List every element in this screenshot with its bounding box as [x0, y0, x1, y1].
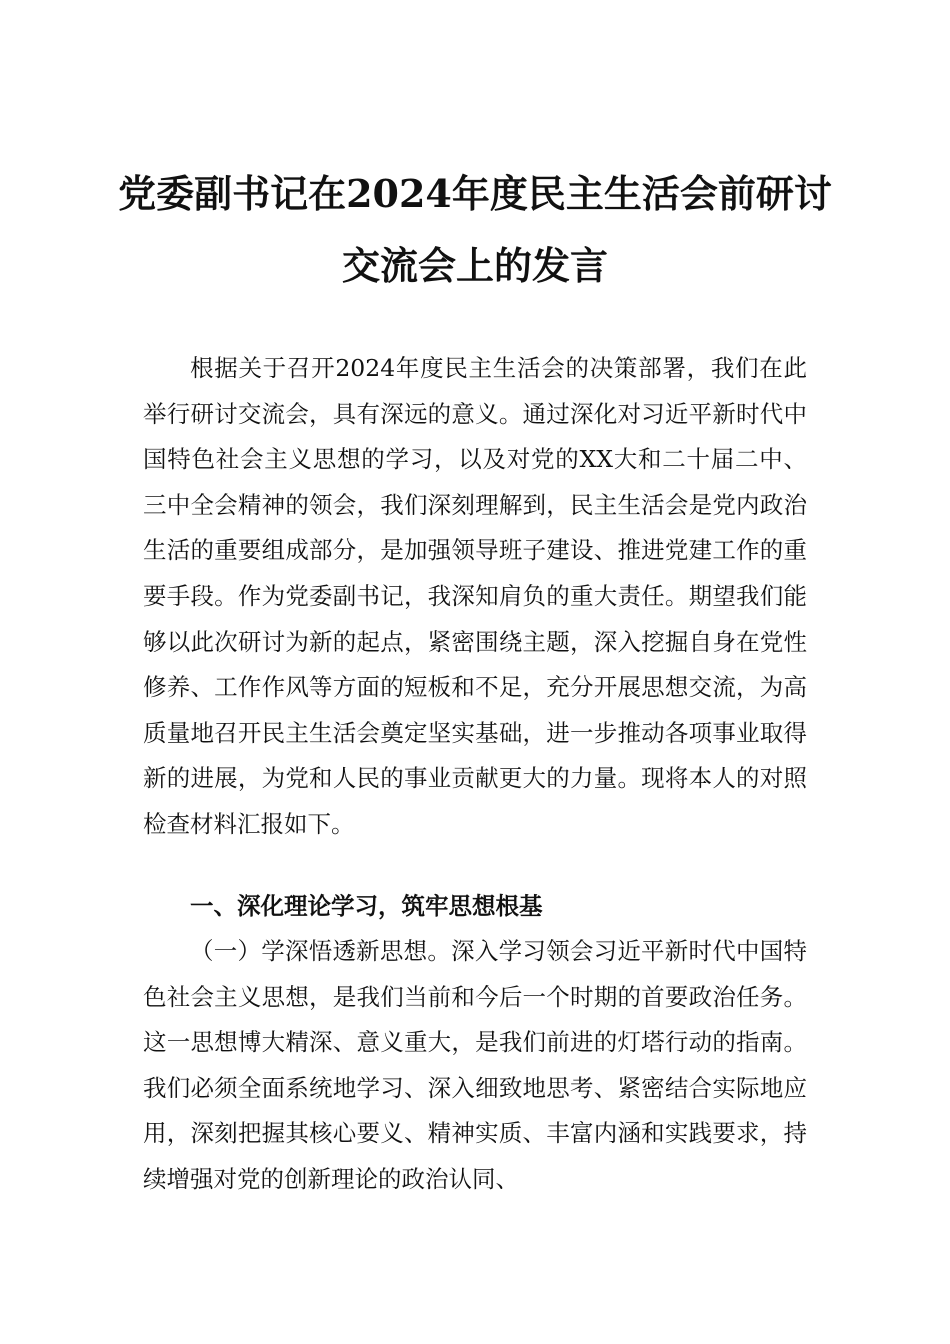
- subsection-1-text: 深入学习领会习近平新时代中国特色社会主义思想，是我们当前和今后一个时期的首要政治任务。这一思想博大精深、意义重大，是我们前进的灯塔行动的指南。我们必须全面系统地学习、深入细致地思考、紧密结合实际地应用，深刻把握其核心要义、精神实质、丰富内涵和实践要求，持续增强对党的创新理论的政治认同、: [143, 937, 808, 1193]
- document-title-line-2: 交流会上的发言: [341, 243, 608, 288]
- subsection-1-title: （一）学深悟透新思想。: [190, 937, 452, 965]
- section-1-heading: 一、深化理论学习，筑牢思想根基: [190, 892, 543, 920]
- intro-paragraph: 根据关于召开2024年度民主生活会的决策部署，我们在此举行研讨交流会，具有深远的意义。通过深化对习近平新时代中国特色社会主义思想的学习，以及对党的XX大和二十届二中、三中全会精神的领会，我们深刻理解到，民主生活会是党内政治生活的重要组成部分，是加强领导班子建设、推进党建工作的重要手段。作为党委副书记，我深知肩负的重大责任。期望我们能够以此次研讨为新的起点，紧密围绕主题，深入挖掘自身在党性修养、工作作风等方面的短板和不足，充分开展思想交流，为高质量地召开民主生活会奠定坚实基础，进一步推动各项事业取得新的进展，为党和人民的事业贡献更大的力量。现将本人的对照检查材料汇报如下。: [143, 354, 807, 838]
- section-1-paragraph: [143, 929, 807, 1203]
- section-1-body: [143, 929, 807, 1203]
- document-title-line-1: 党委副书记在2024年度民主生活会前研讨: [118, 171, 832, 216]
- intro-section: [143, 346, 807, 848]
